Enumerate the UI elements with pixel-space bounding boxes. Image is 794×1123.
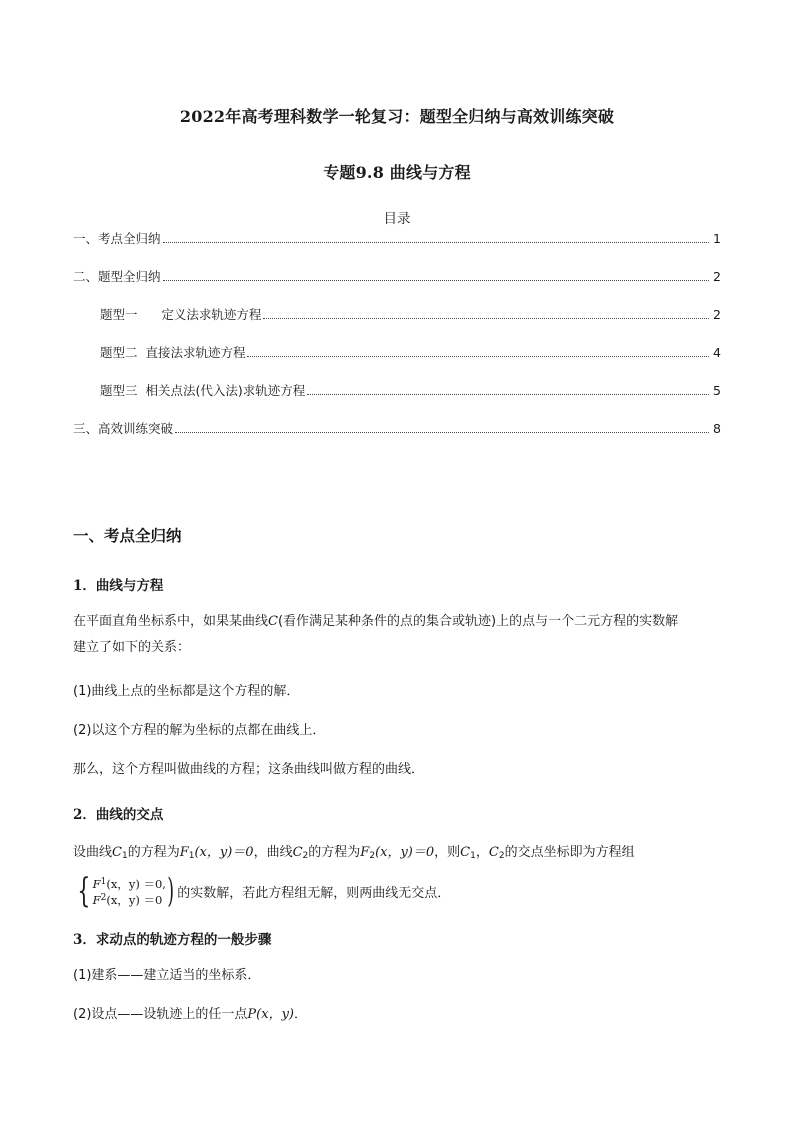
toc-entry-label: 二、题型全归纳 <box>73 269 161 284</box>
toc-leader-dots <box>247 356 709 357</box>
paragraph-tail: 的实数解，若此方程组无解，则两曲线无交点． <box>177 885 451 901</box>
paragraph: (1)建系——建立适当的坐标系． <box>73 968 261 983</box>
toc-entry-page: 5 <box>713 383 721 398</box>
toc-entry-page: 8 <box>713 421 721 436</box>
toc-leader-dots <box>175 432 709 433</box>
toc-leader-dots <box>307 394 709 395</box>
toc-entry-label: 题型一 定义法求轨迹方程 <box>100 307 262 322</box>
equation-line: $F^2(x$，y) ＝0 <box>92 893 163 907</box>
section-heading: 一、考点全归纳 <box>73 526 182 545</box>
toc-entry-label: 三、高效训练突破 <box>73 421 174 436</box>
toc-leader-dots <box>263 318 709 319</box>
paragraph: (1)曲线上点的坐标都是这个方程的解． <box>73 684 300 699</box>
subsection-heading: 3．求动点的轨迹方程的一般步骤 <box>73 932 272 948</box>
equation-line: $F^1(x$，y) ＝0, <box>92 877 166 891</box>
toc-entry[interactable] <box>73 230 721 248</box>
toc-entry[interactable] <box>73 268 721 286</box>
toc-entry[interactable] <box>73 344 721 362</box>
right-bracket: ) <box>167 871 174 911</box>
sub-title: 专题9.8 曲线与方程 <box>323 163 471 182</box>
toc-entry-label: 题型二 直接法求轨迹方程 <box>100 345 246 360</box>
toc-entry[interactable] <box>73 420 721 438</box>
toc-entry-label: 题型三 相关点法(代入法)求轨迹方程 <box>100 383 306 398</box>
toc-leader-dots <box>163 280 709 281</box>
toc-entry-page: 1 <box>713 231 721 246</box>
math-var: C <box>268 614 278 629</box>
paragraph: (2)以这个方程的解为坐标的点都在曲线上． <box>73 723 326 738</box>
toc-entry[interactable] <box>73 382 721 400</box>
subsection-heading: 2．曲线的交点 <box>73 807 164 823</box>
toc-entry[interactable] <box>73 306 721 324</box>
subsection-heading: 1．曲线与方程 <box>73 578 164 594</box>
paragraph: 那么，这个方程叫做曲线的方程；这条曲线叫做方程的曲线． <box>73 762 425 777</box>
toc-entry-page: 2 <box>713 307 721 322</box>
toc-entry-page: 2 <box>713 269 721 284</box>
main-title: 2022年高考理科数学一轮复习：题型全归纳与高效训练突破 <box>179 107 615 126</box>
paragraph: 设曲线$C_1$的方程为$F_1(x$，y)＝0，曲线$C_2$的方程为$F_2(x$，y)＝0，则$C_1$，$C_2$的交点坐标即为方程组 <box>73 845 635 861</box>
equation-system <box>73 871 451 911</box>
paragraph: 在平面直角坐标系中，如果某曲线C(看作满足某种条件的点的集合或轨迹)上的点与一个二元方程的实数解 建立了如下的关系： <box>73 614 679 655</box>
toc-heading: 目录 <box>383 211 411 227</box>
equation-lines <box>93 875 166 907</box>
paragraph: (2)设点——设轨迹上的任一点P(x，y)． <box>73 1007 308 1022</box>
toc-entry-page: 4 <box>713 345 721 360</box>
toc-entry-label: 一、考点全归纳 <box>73 231 161 246</box>
left-brace: { <box>77 871 91 911</box>
toc-leader-dots <box>163 242 709 243</box>
